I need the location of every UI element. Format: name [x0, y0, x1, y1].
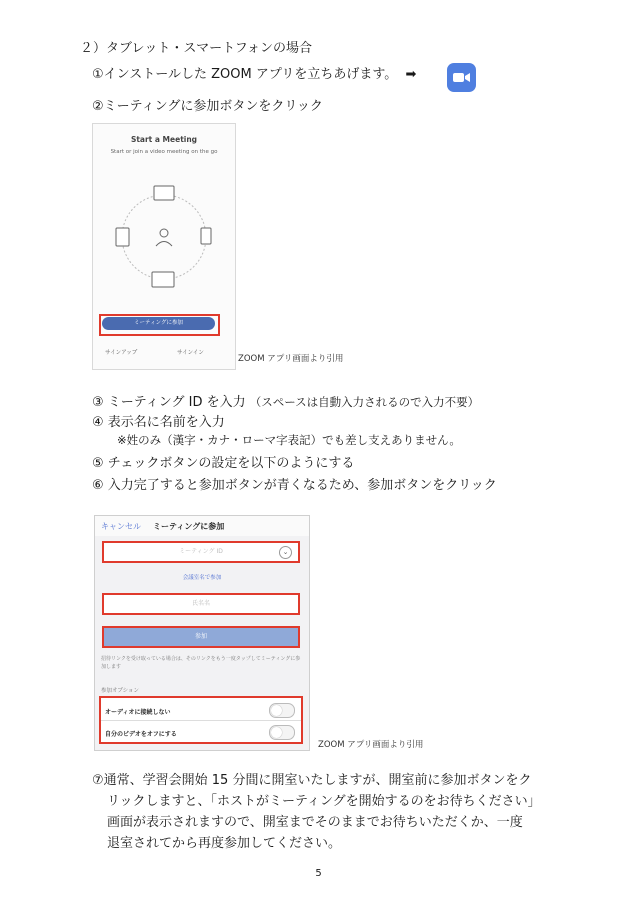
meeting-illustration — [111, 184, 217, 290]
caption-2: ZOOM アプリ画面より引用 — [318, 740, 424, 750]
page-number: 5 — [315, 868, 322, 879]
join-with-room-name-link[interactable]: 会議室名で参加 — [182, 575, 222, 581]
meeting-id-placeholder: ミーティング ID — [179, 548, 223, 555]
cancel-button[interactable]: キャンセル — [101, 522, 141, 531]
audio-toggle[interactable] — [269, 703, 295, 718]
sign-in-link[interactable]: サインイン — [177, 350, 204, 356]
zoom-join-meeting-screenshot — [94, 515, 310, 751]
sign-up-link[interactable]: サインアップ — [105, 350, 138, 356]
step-1-text — [92, 66, 416, 84]
step-4-note: ※姓のみ（漢字・カナ・ローマ字表記）でも差し支えありません。 — [117, 433, 461, 447]
start-meeting-subtitle: Start or join a video meeting on the go — [110, 149, 218, 155]
join-meeting-button[interactable]: ミーティングに参加 — [102, 317, 215, 330]
join-options-header: 参加オプション — [101, 688, 140, 694]
step-3-text — [92, 393, 479, 412]
right-arrow-icon: ➡ — [405, 67, 417, 82]
zoom-app-icon — [447, 63, 476, 92]
option-divider — [101, 720, 301, 721]
step-5-text: ⑤ チェックボタンの設定を以下のようにする — [92, 456, 355, 471]
meeting-id-field[interactable] — [102, 541, 300, 563]
step-4-text: ④ 表示名に名前を入力 — [92, 415, 225, 430]
join-header — [95, 516, 309, 536]
invite-link-note: 招待リンクを受け取っている場合は、そのリンクをもう一度タップしてミーティングに参加します — [101, 656, 301, 670]
step-7-paragraph — [92, 770, 572, 854]
step-7-line-3: 画面が表示されますので、開室までそのままでお待ちいただくか、一度 — [107, 815, 523, 830]
step-7-line-4: 退室されてから再度参加してください。 — [107, 836, 342, 851]
video-toggle[interactable] — [269, 725, 295, 740]
chevron-down-icon[interactable]: ⌄ — [279, 546, 292, 559]
step-6-text: ⑥ 入力完了すると参加ボタンが青くなるため、参加ボタンをクリック — [92, 478, 497, 493]
join-button[interactable]: 参加 — [102, 626, 300, 648]
step-3-note: （スペースは自動入力されるので入力不要） — [249, 395, 480, 409]
section-heading: ２）タブレット・スマートフォンの場合 — [80, 41, 313, 56]
join-title: ミーティングに参加 — [153, 522, 225, 531]
join-button-highlight — [99, 314, 220, 336]
step-3-main: ③ ミーティング ID を入力 — [92, 395, 246, 410]
step-1-label: ①インストールした ZOOM アプリを立ちあげます。 — [92, 67, 398, 82]
step-7-line-1: ⑦通常、学習会開始 15 分間に開室いたしますが、開室前に参加ボタンをク — [92, 773, 532, 788]
display-name-placeholder: 氏名名 — [191, 600, 210, 607]
option-audio-label: オーディオに接続しない — [105, 709, 171, 716]
step-7-line-2: リックしますと、「ホストがミーティングを開始するのをお待ちください」 — [107, 794, 541, 809]
option-video-label: 自分のビデオをオフにする — [105, 731, 177, 738]
display-name-field[interactable] — [102, 593, 300, 615]
start-meeting-title: Start a Meeting — [130, 135, 198, 144]
caption-1: ZOOM アプリ画面より引用 — [238, 354, 344, 364]
zoom-start-meeting-screenshot — [92, 123, 236, 370]
step-2-text: ②ミーティングに参加ボタンをクリック — [92, 99, 323, 114]
join-options-highlight — [99, 696, 303, 744]
